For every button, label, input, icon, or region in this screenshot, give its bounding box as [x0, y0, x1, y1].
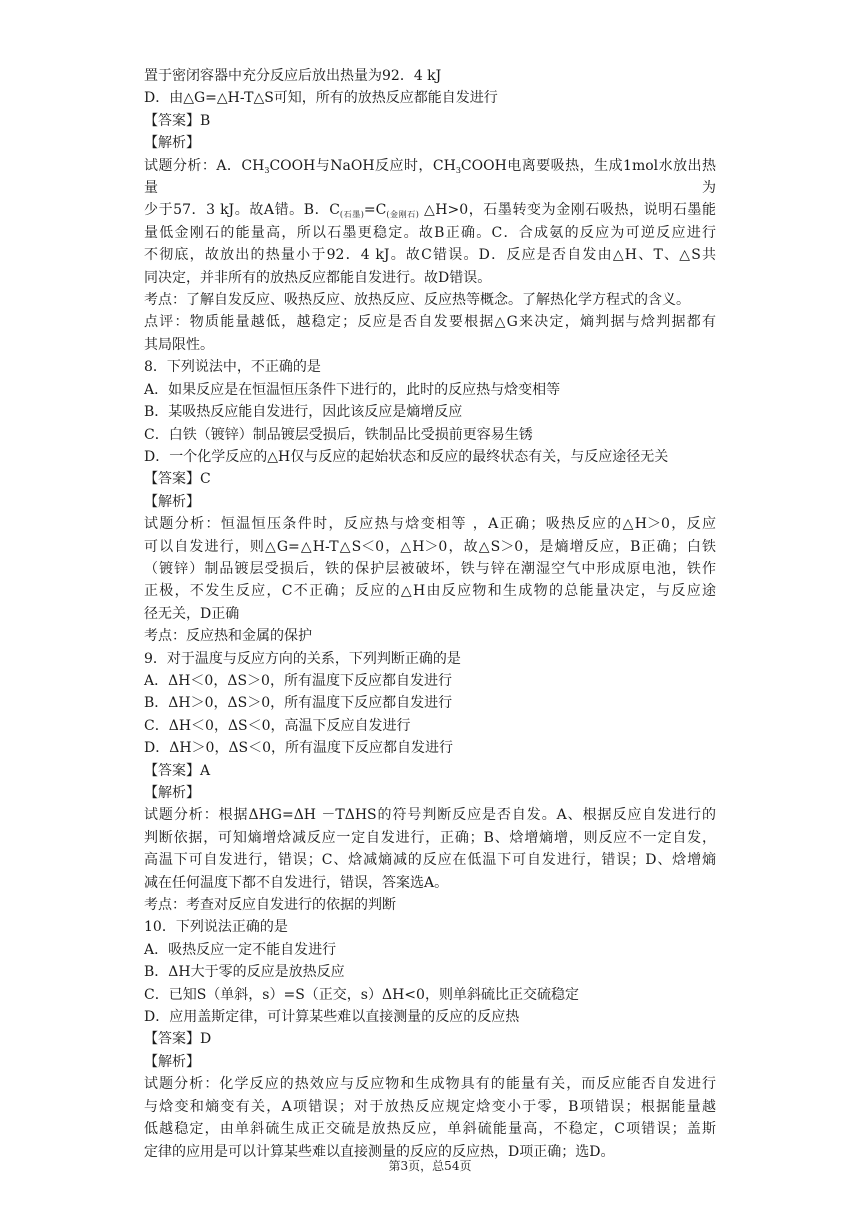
- question-8-option-d: D．一个化学反应的△H仅与反应的起始状态和反应的最终状态有关，与反应途径无关: [144, 448, 669, 465]
- question-9-stem: 9．对于温度与反应方向的关系，下列判断正确的是: [144, 650, 461, 667]
- analysis-text-line: 少于57．3 kJ。故A错。B．$C_{(石墨)}=C_{(金刚石)}$ △H>0，石墨转变为金刚石吸热，说明石墨能: [144, 202, 716, 220]
- question-8-option-c: C．白铁（镀锌）制品镀层受损后，铁制品比受损前更容易生锈: [144, 426, 533, 443]
- question-10-option-c: C．已知S（单斜，s）=S（正交，s）ΔH<0，则单斜硫比正交硫稳定: [144, 986, 579, 1003]
- answer-label: 【答案】C: [144, 471, 211, 488]
- analysis-text-line: 试题分析：A．$CH_3COOH$与NaOH反应时，$CH_3COOH$电离要吸热，生成1mol水放出热量为: [144, 157, 717, 197]
- analysis-text-line: 可以自发进行，则△G=△H-T△S＜0，△H＞0，故△S＞0，是熵增反应，B正确；白铁: [144, 538, 716, 555]
- analysis-text-line: 与焓变和熵变有关，A项错误；对于放热反应规定焓变小于零，B项错误；根据能量越: [144, 1098, 716, 1115]
- text-line: 置于密闭容器中充分反应后放出热量为92．4 kJ: [144, 68, 442, 84]
- answer-label: 【答案】B: [144, 112, 211, 129]
- comment-line: 点评：物质能量越低，越稳定；反应是否自发要根据△G来决定，熵判据与焓判据都有: [144, 314, 716, 331]
- question-8-option-b: B．某吸热反应能自发进行，因此该反应是熵增反应: [144, 404, 463, 421]
- analysis-text-line: 量低金刚石的能量高，所以石墨更稳定。故B正确。C．合成氨的反应为可逆反应进行: [144, 224, 716, 241]
- question-10-option-a: A．吸热反应一定不能自发进行: [144, 941, 337, 958]
- analysis-text-line: 定律的应用是可以计算某些难以直接测量的反应的反应热，D项正确；选D。: [144, 1143, 615, 1160]
- analysis-text-line: 正极，不发生反应，C不正确；反应的△H由反应物和生成物的总能量决定，与反应途: [144, 583, 716, 600]
- question-10-option-d: D．应用盖斯定律，可计算某些难以直接测量的反应的反应热: [144, 1009, 520, 1026]
- analysis-label: 【解析】: [144, 135, 200, 152]
- analysis-text-line: 不彻底，故放出的热量小于92．4 kJ。故C错误。D．反应是否自发由△H、T、△S共: [144, 247, 716, 264]
- analysis-text-line: 试题分析：恒温恒压条件时，反应热与焓变相等 ，A正确；吸热反应的△H＞0，反应: [144, 516, 716, 533]
- answer-label: 【答案】D: [144, 1031, 212, 1048]
- question-9-option-c: C．ΔH＜0，ΔS＜0，高温下反应自发进行: [144, 717, 411, 734]
- analysis-text-line: （镀锌）制品镀层受损后，铁的保护层被破坏，铁与锌在潮湿空气中形成原电池，铁作: [144, 560, 716, 577]
- analysis-text-line: 试题分析：根据ΔHG=ΔH －TΔHS的符号判断反应是否自发。A、根据反应自发进行的: [144, 807, 716, 824]
- analysis-label: 【解析】: [144, 493, 200, 510]
- analysis-text-line: 高温下可自发进行，错误；C、焓减熵减的反应在低温下可自发进行，错误；D、焓增熵: [144, 852, 716, 869]
- key-point-line: 考点：反应热和金属的保护: [144, 628, 312, 645]
- analysis-label: 【解析】: [144, 785, 200, 801]
- answer-label: 【答案】A: [144, 762, 211, 779]
- page-content: [144, 65, 716, 1163]
- question-8-option-a: A．如果反应是在恒温恒压条件下进行的，此时的反应热与焓变相等: [144, 381, 561, 398]
- option-d: D．由△G=△H-T△S可知，所有的放热反应都能自发进行: [144, 90, 498, 107]
- analysis-text-line: 判断依据，可知熵增焓减反应一定自发进行，正确；B、焓增熵增，则反应不一定自发，: [144, 829, 716, 846]
- question-9-option-a: A．ΔH＜0，ΔS＞0，所有温度下反应都自发进行: [144, 672, 452, 689]
- page-footer: 第3页，总54页: [388, 1159, 472, 1173]
- analysis-text-line: 减在任何温度下都不自发进行，错误，答案选A。: [144, 874, 449, 891]
- analysis-label: 【解析】: [144, 1053, 200, 1070]
- analysis-text-line: 低越稳定，由单斜硫生成正交硫是放热反应，单斜硫能量高，不稳定，C项错误；盖斯: [144, 1121, 716, 1138]
- question-10-stem: 10．下列说法正确的是: [144, 919, 288, 936]
- key-point-line: 考点：考查对反应自发进行的依据的判断: [144, 897, 396, 914]
- question-9-option-d: D．ΔH＞0，ΔS＜0，所有温度下反应都自发进行: [144, 740, 454, 757]
- question-9-option-b: B．ΔH＞0，ΔS＞0，所有温度下反应都自发进行: [144, 695, 453, 712]
- comment-line: 其局限性。: [144, 336, 214, 353]
- key-point-line: 考点：了解自发反应、吸热反应、放热反应、反应热等概念。了解热化学方程式的含义。: [144, 292, 690, 309]
- analysis-text-line: 径无关，D正确: [144, 605, 240, 622]
- analysis-text-line: 同决定，并非所有的放热反应都能自发进行。故D错误。: [144, 269, 492, 286]
- analysis-text-line: 试题分析：化学反应的热效应与反应物和生成物具有的能量有关，而反应能否自发进行: [144, 1076, 716, 1093]
- question-8-stem: 8．下列说法中，不正确的是: [144, 359, 321, 376]
- question-10-option-b: B．ΔH大于零的反应是放热反应: [144, 964, 345, 981]
